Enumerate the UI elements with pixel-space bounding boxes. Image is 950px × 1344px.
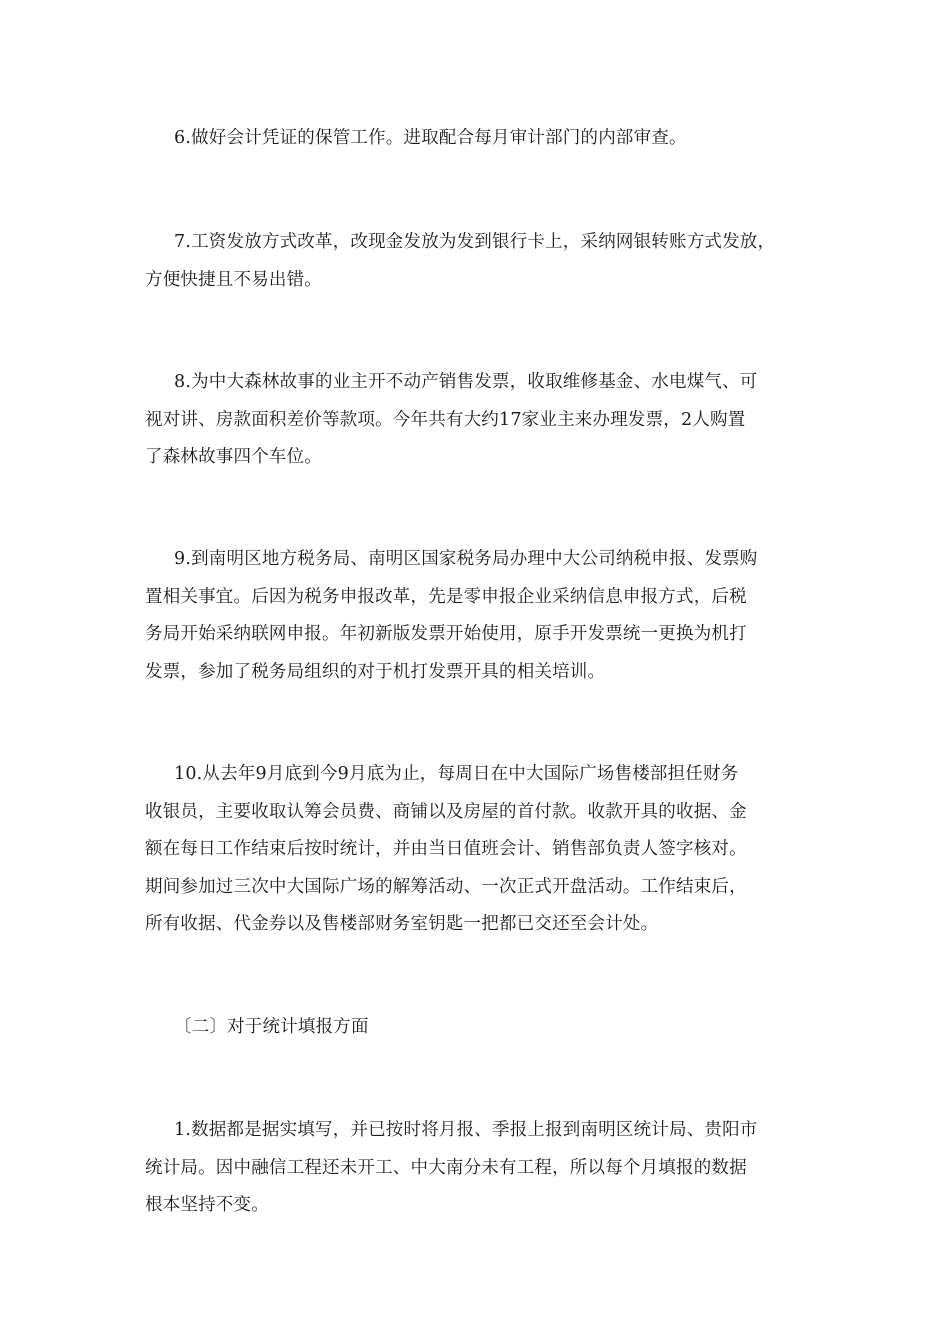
text-line: 统计局。因中融信工程还未开工、中大南分未有工程，所以每个月填报的数据 xyxy=(145,1157,747,1178)
text-line: 方便快捷且不易出错。 xyxy=(145,269,322,290)
text-line: 务局开始采纳联网申报。年初新版发票开始使用，原手开发票统一更换为机打 xyxy=(145,624,747,644)
text-line: 1.数据都是据实填写，并已按时将月报、季报上报到南明区统计局、贵阳市 xyxy=(174,1120,758,1140)
text-line: 10.从去年9月底到今9月底为止，每周日在中大国际广场售楼部担任财务 xyxy=(174,764,739,784)
paragraph-item-1 xyxy=(145,1112,810,1225)
paragraph-item-10 xyxy=(145,756,810,944)
paragraph-item-8 xyxy=(145,364,810,477)
text-line: 额在每日工作结束后按时统计，并由当日值班会计、销售部负责人签字核对。 xyxy=(145,839,747,859)
text-line: 6.做好会计凭证的保管工作。进取配合每月审计部门的内部审查。 xyxy=(174,128,687,148)
text-line: 置相关事宜。后因为税务申报改革，先是零申报企业采纳信息申报方式，后税 xyxy=(145,586,747,607)
text-line: 根本坚持不变。 xyxy=(145,1195,269,1215)
text-line: 视对讲、房款面积差价等款项。今年共有大约17家业主来办理发票，2人购置 xyxy=(145,409,746,430)
text-line: 期间参加过三次中大国际广场的解筹活动、一次正式开盘活动。工作结束后， xyxy=(145,876,747,897)
text-line: 9.到南明区地方税务局、南明区国家税务局办理中大公司纳税申报、发票购 xyxy=(174,549,758,569)
text-line: 7.工资发放方式改革，改现金发放为发到银行卡上，采纳网银转账方式发放， xyxy=(174,232,776,252)
paragraph-item-6 xyxy=(145,120,810,158)
paragraph-item-7 xyxy=(145,224,810,299)
text-line: 所有收据、代金券以及售楼部财务室钥匙一把都已交还至会计处。 xyxy=(145,914,659,934)
text-line: 〔二〕对于统计填报方面 xyxy=(174,1017,369,1037)
text-line: 收银员，主要收取认筹会员费、商铺以及房屋的首付款。收款开具的收据、金 xyxy=(145,801,747,822)
text-line: 8.为中大森林故事的业主开不动产销售发票，收取维修基金、水电煤气、可 xyxy=(174,372,758,392)
paragraph-item-9 xyxy=(145,541,810,691)
section-heading xyxy=(145,1009,810,1047)
text-line: 了森林故事四个车位。 xyxy=(145,447,322,467)
text-line: 发票，参加了税务局组织的对于机打发票开具的相关培训。 xyxy=(145,661,606,682)
